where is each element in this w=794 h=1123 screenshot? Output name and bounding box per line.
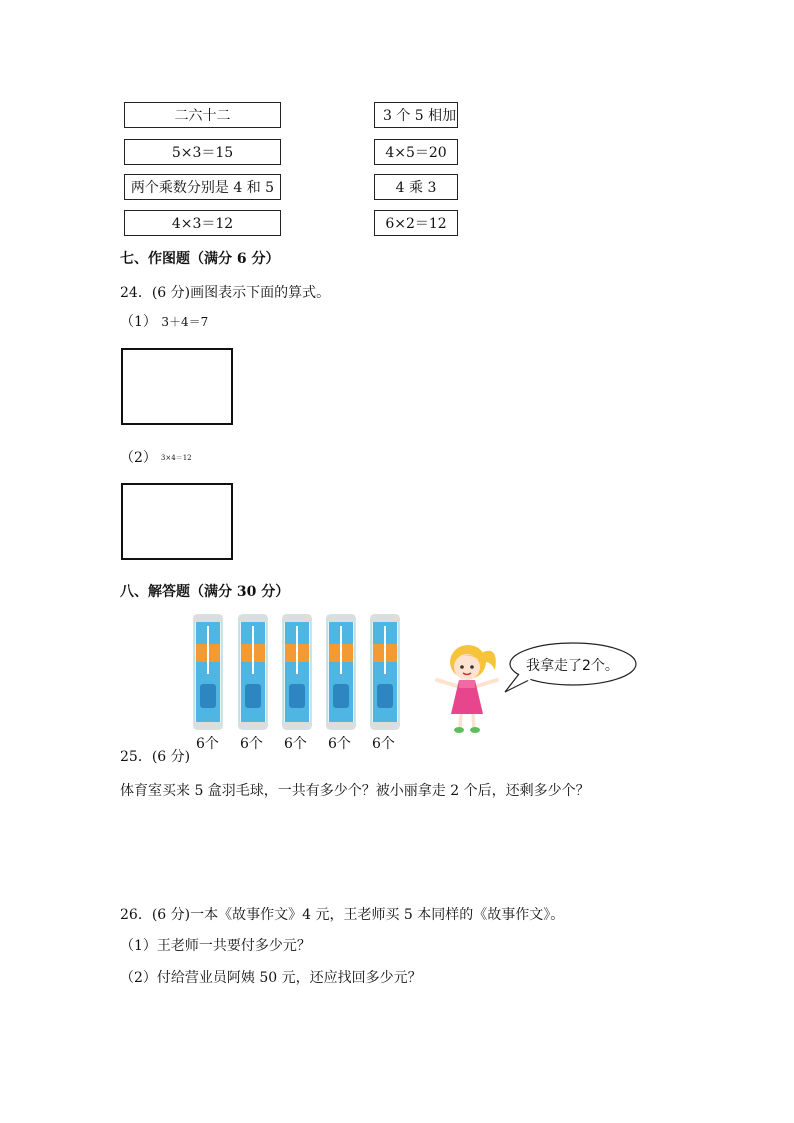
section8-heading: 八、解答题（满分 30 分）	[120, 584, 290, 600]
match-right-2	[374, 139, 458, 165]
q24-part2	[120, 447, 192, 467]
match-right-1-text: 3 个 5 相加	[383, 108, 457, 124]
match-right-3-text: 4 乘 3	[395, 180, 437, 196]
shuttlecock-tube-5	[370, 614, 400, 730]
q24-part2-expr: 3×4＝12	[160, 454, 192, 462]
match-left-1-text: 二六十二	[174, 108, 231, 124]
q24-part1	[120, 311, 208, 331]
girl-illustration	[433, 640, 503, 735]
match-right-4-text: 6×2＝12	[385, 216, 447, 232]
tube-label-3: 6个	[284, 736, 307, 752]
q24-prompt: 24．(6 分)画图表示下面的算式。	[120, 285, 331, 301]
q24-drawing-box-1[interactable]	[121, 348, 233, 425]
shuttlecock-tube-1	[193, 614, 223, 730]
q25-label: 25．(6 分)	[120, 749, 191, 765]
match-left-4-text: 4×3＝12	[171, 216, 234, 232]
shuttlecock-tube-2	[238, 614, 268, 730]
q26-part1: （1）王老师一共要付多少元？	[120, 938, 311, 954]
tube-label-1: 6个	[196, 736, 219, 752]
q24-drawing-box-2[interactable]	[121, 483, 233, 560]
q24-part1-expr: 3＋4＝7	[161, 315, 209, 329]
tube-label-4: 6个	[328, 736, 351, 752]
match-left-1	[124, 102, 281, 128]
match-left-3-text: 两个乘数分别是 4 和 5	[130, 180, 275, 196]
section7-heading: 七、作图题（满分 6 分）	[120, 251, 280, 267]
tube-label-5: 6个	[372, 736, 395, 752]
q24-part1-label: （1）	[120, 314, 157, 330]
q25-text: 体育室买来 5 盒羽毛球，一共有多少个？被小丽拿走 2 个后，还剩多少个？	[120, 783, 590, 799]
shuttlecock-tube-4	[326, 614, 356, 730]
q24-part2-label: （2）	[120, 450, 157, 466]
shuttlecock-tube-3	[282, 614, 312, 730]
q26-text: 26．(6 分)一本《故事作文》4 元，王老师买 5 本同样的《故事作文》。	[120, 907, 565, 923]
match-right-1	[374, 102, 458, 128]
speech-bubble-text: 我拿走了2个。	[526, 658, 619, 674]
match-left-2	[124, 139, 281, 165]
match-left-2-text: 5×3＝15	[171, 145, 234, 161]
tube-label-2: 6个	[240, 736, 263, 752]
match-right-2-text: 4×5＝20	[385, 145, 447, 161]
match-left-4	[124, 210, 281, 236]
match-left-3	[124, 174, 281, 200]
match-right-3	[374, 174, 458, 200]
q26-part2: （2）付给营业员阿姨 50 元，还应找回多少元？	[120, 970, 422, 986]
match-right-4	[374, 210, 458, 236]
